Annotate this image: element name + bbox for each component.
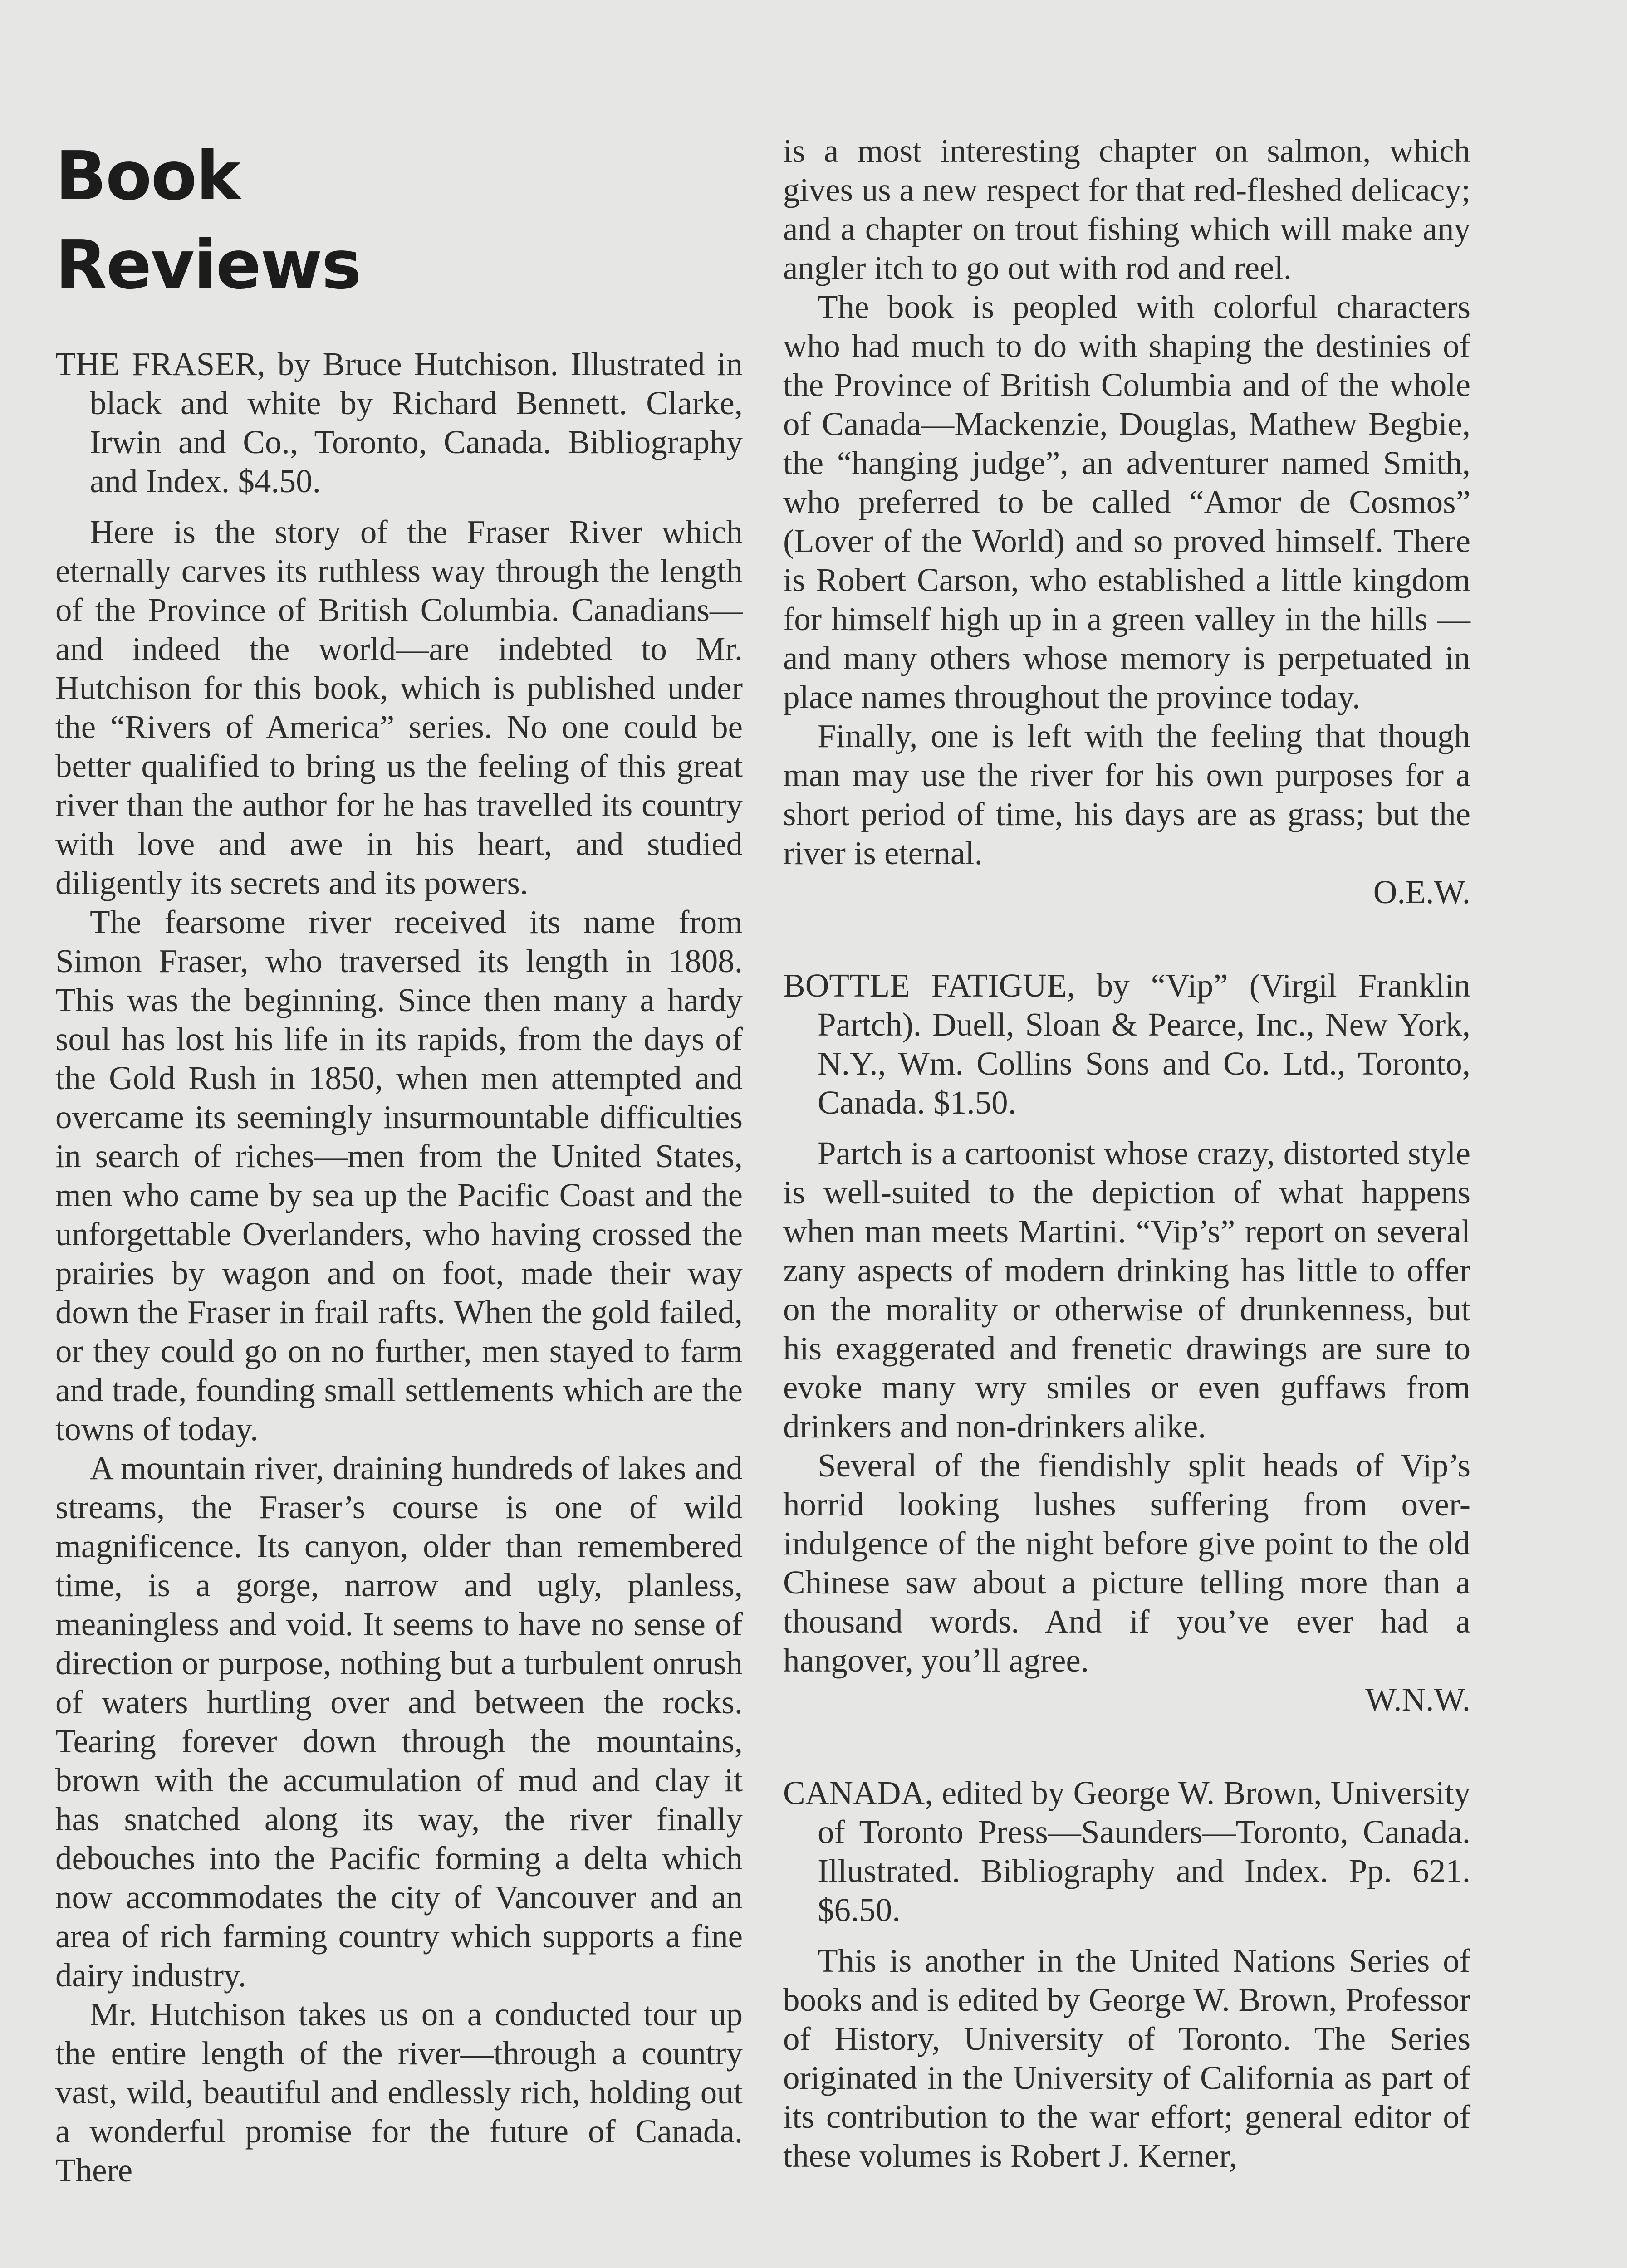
review-paragraph: A mountain river, draining hundreds of lakes and streams, the Fraser’s course is one of wild magnificence. Its canyon, older than remembered time, is a gorge, narrow and ugly, planless, meaningless and void. It seems to have no sense of direction or purpose, nothing but a turbulent onrush of waters hurtling over and between the rocks. Tearing forever down through the mountains, brown with the accumulation of mud and clay it has snatched along its way, the river finally debouches into the Pacific forming a delta which now accommodates the city of Vancouver and an area of rich farming country which supports a fine dairy industry. bbox=[55, 1450, 743, 1994]
review-entry-bottle-fatigue: BOTTLE FATIGUE, by “Vip” (Virgil Franklin Partch). Duell, Sloan & Pearce, Inc., New York, N.Y., Wm. Collins Sons and Co. Ltd., Toronto, Canada. $1.50. bbox=[783, 967, 1470, 1121]
review-paragraph: Mr. Hutchison takes us on a conducted tour up the entire length of the river—through a country vast, wild, beautiful and endlessly rich, holding out a wonderful promise for the future of Canada. There bbox=[55, 1996, 743, 2189]
review-paragraph: Here is the story of the Fraser River which eternally carves its ruthless way through the length of the Province of British Columbia. Canadians—and indeed the world—are indebted to Mr. Hutchison for this book, which is published under the “Rivers of America” series. No one could be better qualified to bring us the feeling of this great river than the author for he has travelled its country with love and awe in his heart, and studied diligently its secrets and its powers. bbox=[55, 513, 743, 901]
review-paragraph: The fearsome river received its name from Simon Fraser, who traversed its length in 1808. This was the beginning. Since then many a hardy soul has lost his life in its rapids, from the days of the Gold Rush in 1850, when men attempted and overcame its seemingly insurmountable difficulties in search of riches—men from the United States, men who came by sea up the Pacific Coast and the unforgettable Overlanders, who having crossed the prairies by wagon and on foot, made their way down the Fraser in frail rafts. When the gold failed, or they could go on no further, men stayed to farm and trade, founding small settlements which are the towns of today. bbox=[55, 904, 743, 1447]
section-heading bbox=[55, 132, 743, 309]
review-paragraph-continued: is a most interesting chapter on salmon, which gives us a new respect for that red-fleshed delicacy; and a chapter on trout fishing which will make any angler itch to go out with rod and reel. bbox=[783, 132, 1470, 286]
review-entry-canada: CANADA, edited by George W. Brown, University of Toronto Press—Saunders—Toronto, Canada. Illustrated. Bibliography and Index. Pp. 621. $6.50. bbox=[783, 1774, 1470, 1928]
right-column bbox=[783, 132, 1470, 2175]
reviewer-signature: W.N.W. bbox=[1365, 1681, 1470, 1718]
section-heading-line-2: Reviews bbox=[55, 226, 361, 304]
section-heading-line-1: Book bbox=[55, 137, 240, 215]
review-paragraph: The book is peopled with colorful characters who had much to do with shaping the destinies of the Province of British Columbia and of the whole of Canada—Mackenzie, Douglas, Mathew Begbie, the “hanging judge”, an adventurer named Smith, who preferred to be called “Amor de Cosmos” (Lover of the World) and so proved himself. There is Robert Carson, who established a little kingdom for himself high up in a green valley in the hills —and many others whose memory is perpetuated in place names throughout the province today. bbox=[783, 288, 1470, 715]
review-entry-the-fraser: THE FRASER, by Bruce Hutchison. Illustrated in black and white by Richard Bennett. Clarke, Irwin and Co., Toronto, Canada. Bibliography and Index. $4.50. bbox=[55, 346, 743, 499]
review-paragraph: Several of the fiendishly split heads of Vip’s horrid looking lushes suffering from over-indulgence of the night before give point to the old Chinese saw about a picture telling more than a thousand words. And if you’ve ever had a hangover, you’ll agree. bbox=[783, 1447, 1470, 1679]
left-column bbox=[55, 132, 743, 2190]
review-paragraph: This is another in the United Nations Series of books and is edited by George W. Brown, Professor of History, University of Toronto. The Series originated in the University of California as part of its contribution to the war effort; general editor of these volumes is Robert J. Kerner, bbox=[783, 1942, 1470, 2174]
review-paragraph: Partch is a cartoonist whose crazy, distorted style is well-suited to the depiction of what happens when man meets Martini. “Vip’s” report on several zany aspects of modern drinking has little to offer on the morality or otherwise of drunkenness, but his exaggerated and frenetic drawings are sure to evoke many wry smiles or even guffaws from drinkers and non-drinkers alike. bbox=[783, 1135, 1470, 1445]
review-paragraph: Finally, one is left with the feeling that though man may use the river for his own purposes for a short period of time, his days are as grass; but the river is eternal. bbox=[783, 718, 1470, 871]
reviewer-signature: O.E.W. bbox=[1373, 874, 1470, 910]
